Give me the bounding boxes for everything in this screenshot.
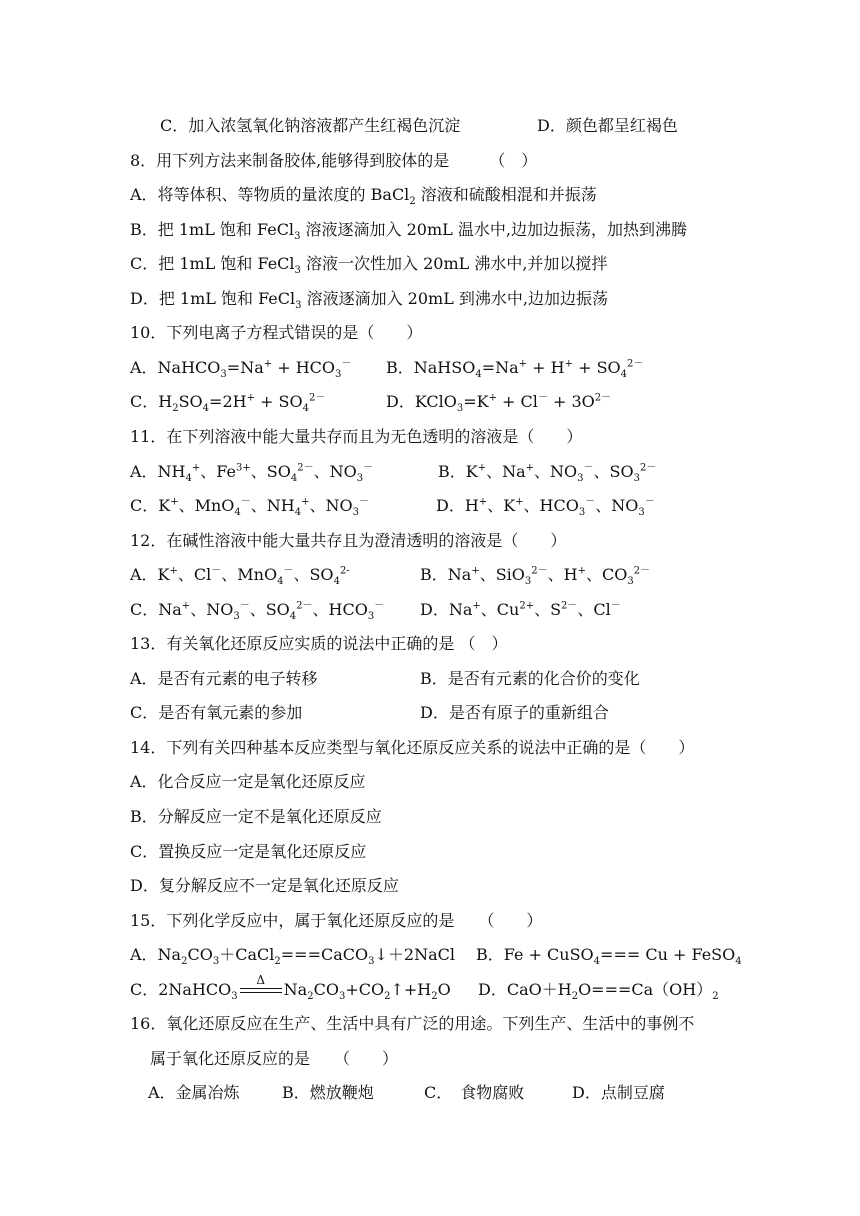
text-segment: C．K+、MnO$_4$－、$NH_4^+$、$NO_3^-$ <box>130 496 370 519</box>
text-segment: C． 食物腐败 <box>424 1083 525 1103</box>
text-segment: D．H+、K+、$HCO_3^-$、$NO_3^-$ <box>436 496 655 519</box>
text-segment: C．加入浓氢氧化钠溶液都产生红褐色沉淀 <box>160 116 461 135</box>
text-segment: B．分解反应一定不是氧化还原反应 <box>130 807 382 826</box>
text-segment: 12．在碱性溶液中能大量共存且为澄清透明的溶液是（ ） <box>130 530 567 550</box>
text-segment: A．将等体积、等物质的量浓度的 BaCl$_2$ 溶液和硫酸相混和并振荡 <box>130 185 597 208</box>
text-segment: A．$NH_4^+$、$Fe^{3+}$、$SO_4^{2-}$、$NO_3^-$ <box>130 461 374 484</box>
text-segment: C．2NaHCO$_3$ Δ $Na_2CO_3+CO_2↑+H_2O$ <box>130 973 451 1002</box>
text-segment: 13．有关氧化还原反应实质的说法中正确的是 （ ） <box>130 634 508 654</box>
text-segment: C．置换反应一定是氧化还原反应 <box>130 841 367 861</box>
text-segment: 属于氧化还原反应的是 （ ） <box>150 1048 399 1068</box>
text-segment: B．把 1mL 饱和 FeCl$_3$ 溶液逐滴加入 20mL 温水中,边加边振荡，加热到沸腾 <box>130 219 687 242</box>
text-segment: 16．氧化还原反应在生产、生活中具有广泛的用途。下列生产、生活中的事例不 <box>130 1014 695 1034</box>
text-segment: 15．下列化学反应中，属于氧化还原反应的是 （ ） <box>130 910 543 930</box>
text-segment: A．$Na_2CO_3+CaCl_2===CaCO_3↓+2NaCl$ <box>130 945 455 968</box>
text-segment: B．Fe + CuSO$_4$=== Cu + FeSO$_4$ <box>476 945 742 968</box>
text-segment: B．Na+、SiO$_3^{2-}$、H+、$CO_3^{2-}$ <box>420 565 651 588</box>
text-segment: 8．用下列方法来制备胶体,能够得到胶体的是 （ ） <box>130 150 538 170</box>
text-segment: D．把 1mL 饱和 FeCl$_3$ 溶液逐滴加入 20mL 到沸水中,边加边振荡 <box>130 288 609 311</box>
text-segment: 10．下列电离子方程式错误的是（ ） <box>130 323 423 343</box>
text-segment: 11．在下列溶液中能大量共存而且为无色透明的溶液是（ ） <box>130 426 583 446</box>
text-segment: D．$CaO+H_2O===Ca(OH)_2$ <box>478 979 719 1002</box>
text-segment: D．颜色都呈红褐色 <box>537 116 678 135</box>
text-segment: D．复分解反应不一定是氧化还原反应 <box>130 876 399 896</box>
text-segment: B．NaHSO$_4$=Na+ + $H^+ + SO_4^{2-}$ <box>386 357 644 381</box>
text-segment: B．K+、Na+、$NO_3^-$、$SO_3^{2-}$ <box>438 461 657 484</box>
text-segment: C．把 1mL 饱和 FeCl$_3$ 溶液一次性加入 20mL 沸水中,并加以搅拌 <box>130 254 608 277</box>
text-segment: C．$H_2SO_4=2H^+ + SO_4^{2-}$ <box>130 392 326 415</box>
text-segment: C．是否有氧元素的参加 <box>130 703 303 723</box>
text-segment: B．燃放鞭炮 <box>282 1083 374 1103</box>
text-segment: D．KClO$_3$=K+ + $Cl^- + 3O^{2-}$ <box>386 392 612 415</box>
text-segment: D．是否有原子的重新组合 <box>420 703 609 723</box>
text-segment: D．Na+、$Cu^{2+}$、$S^{2-}$、Cl－ <box>420 599 621 619</box>
text-segment: A．金属冶炼 <box>148 1083 240 1103</box>
text-segment: A．K+、Cl－、MnO$_4$－、$SO_4^{2-}$ <box>130 565 350 588</box>
text-segment: A．NaHCO$_3$=Na+ + $HCO_3^-$ <box>130 357 352 381</box>
text-segment: C．Na+、$NO_3^-$、$SO_4^{2-}$、$HCO_3^-$ <box>130 599 385 622</box>
text-segment: D．点制豆腐 <box>572 1083 665 1103</box>
text-segment: B．是否有元素的化合价的变化 <box>420 668 640 688</box>
text-segment: 14．下列有关四种基本反应类型与氧化还原反应关系的说法中正确的是（ ） <box>130 737 695 757</box>
text-segment: A．是否有元素的电子转移 <box>130 668 318 688</box>
text-segment: A．化合反应一定是氧化还原反应 <box>130 772 366 792</box>
